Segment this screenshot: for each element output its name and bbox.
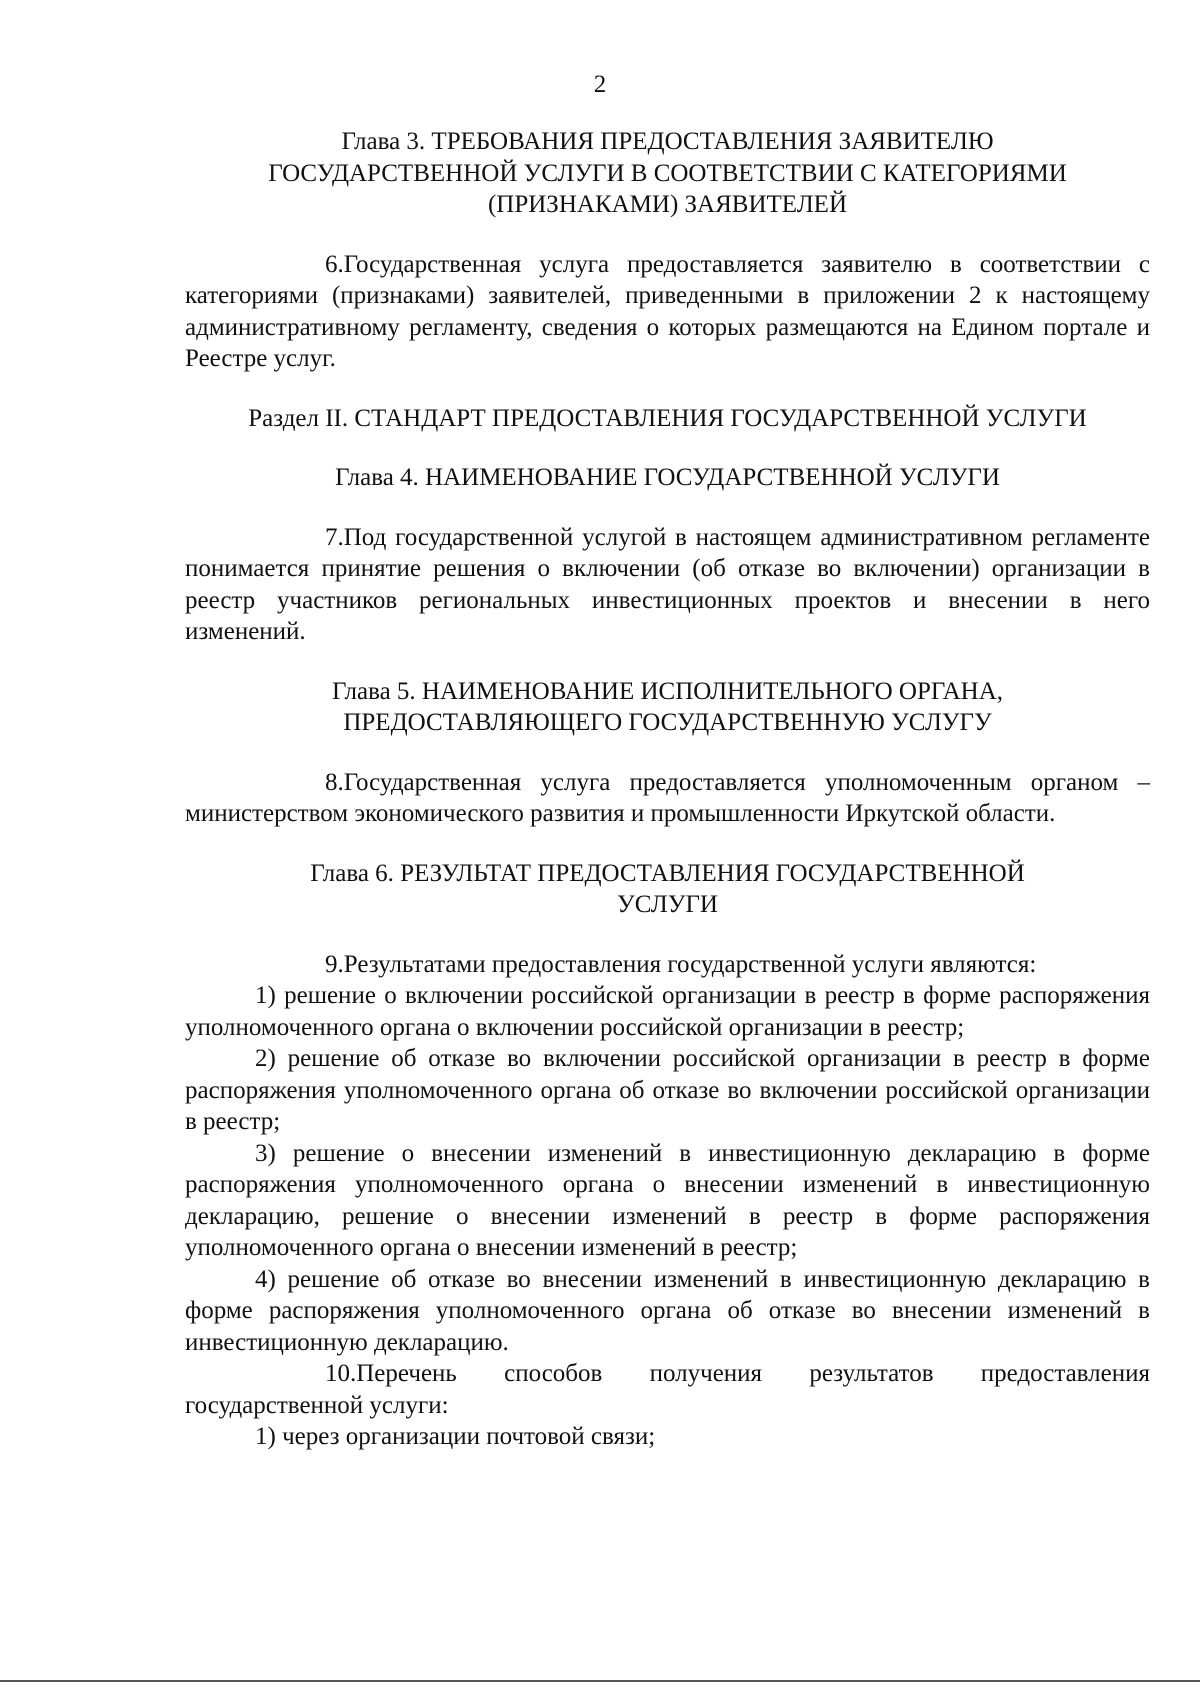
paragraph-9-text: Результатами предоставления государственной услуги являются:: [343, 950, 1037, 978]
chapter-3-heading-line: (ПРИЗНАКАМИ) ЗАЯВИТЕЛЕЙ: [487, 191, 848, 218]
document-body: [185, 126, 1150, 1453]
chapter-3-heading-line: ГОСУДАРСТВЕННОЙ УСЛУГИ В СООТВЕТСТВИИ С КАТЕГОРИЯМИ: [268, 159, 1067, 187]
paragraph-6-text: Государственная услуга предоставляется заявителю в соответствии с категориями (признаками) заявителей, приведенными в приложении 2 к настоящему административному регламенту, сведения о которых размещаются на Едином портале и Реестре услуг.: [185, 250, 1150, 372]
paragraph-10-item: 1) через организации почтовой связи;: [255, 1423, 656, 1450]
chapter-6-heading-line: УСЛУГИ: [617, 891, 718, 918]
paragraph-8-text: Государственная услуга предоставляется уполномоченным органом – министерством экономического развития и промышленности Иркутской области.: [185, 768, 1150, 827]
chapter-5-heading: [185, 676, 1150, 739]
paragraph-7: [185, 522, 1150, 648]
paragraph-8: [185, 767, 1150, 830]
chapter-6-heading-line: Глава 6. РЕЗУЛЬТАТ ПРЕДОСТАВЛЕНИЯ ГОСУДАРСТВЕННОЙ: [310, 859, 1025, 887]
paragraph-9-item: 1) решение о включении российской организации в реестр в форме распоряжения уполномоченного органа о включении российской организации в реестр;: [185, 982, 1150, 1041]
chapter-6-heading: [185, 858, 1150, 921]
paragraph-7-number: 7.: [325, 523, 344, 551]
chapter-3-heading-line: Глава 3. ТРЕБОВАНИЯ ПРЕДОСТАВЛЕНИЯ ЗАЯВИТЕЛЮ: [341, 128, 994, 155]
paragraph-9: [185, 949, 1150, 981]
paragraph-10: [185, 1358, 1150, 1421]
paragraph-8-number: 8.: [325, 768, 344, 796]
bottom-rule: [0, 1680, 1200, 1682]
paragraph-7-text: Под государственной услугой в настоящем административном регламенте понимается принятие решения о включении (об отказе во включении) организации в реестр участников региональных инвестиционных проектов и внесении в него изменений.: [185, 523, 1150, 645]
chapter-5-heading-line: ПРЕДОСТАВЛЯЮЩЕГО ГОСУДАРСТВЕННУЮ УСЛУГУ: [343, 709, 992, 736]
paragraph-9-item: 3) решение о внесении изменений в инвестиционную декларацию в форме распоряжения уполномоченного органа о внесении изменений в инвестиционную декларацию, решение о внесении изменений в реестр в форме распоряжения уполномоченного органа о внесении изменений в реестр;: [185, 1139, 1150, 1261]
chapter-5-heading-line: Глава 5. НАИМЕНОВАНИЕ ИСПОЛНИТЕЛЬНОГО ОРГАНА,: [331, 677, 1004, 705]
chapter-4-heading: Глава 4. НАИМЕНОВАНИЕ ГОСУДАРСТВЕННОЙ УСЛУГИ: [335, 464, 1000, 491]
chapter-3-heading: [185, 126, 1150, 221]
paragraph-9-item: 4) решение об отказе во внесении изменений в инвестиционную декларацию в форме распоряжения уполномоченного органа об отказе во внесении изменений в инвестиционную декларацию.: [185, 1265, 1150, 1356]
page-number: 2: [593, 71, 607, 98]
paragraph-6-number: 6.: [325, 250, 344, 278]
paragraph-9-item: 2) решение об отказе во включении российской организации в реестр в форме распоряжения уполномоченного органа об отказе во включении российской организации в реестр;: [185, 1045, 1150, 1135]
paragraph-10-number: 10.: [325, 1360, 357, 1387]
paragraph-9-number: 9.: [325, 950, 344, 978]
section-2-heading: Раздел II. СТАНДАРТ ПРЕДОСТАВЛЕНИЯ ГОСУДАРСТВЕННОЙ УСЛУГИ: [248, 404, 1087, 432]
paragraph-10-text: Перечень способов получения результатов предоставления государственной услуги:: [185, 1360, 1150, 1419]
paragraph-6: [185, 249, 1150, 375]
